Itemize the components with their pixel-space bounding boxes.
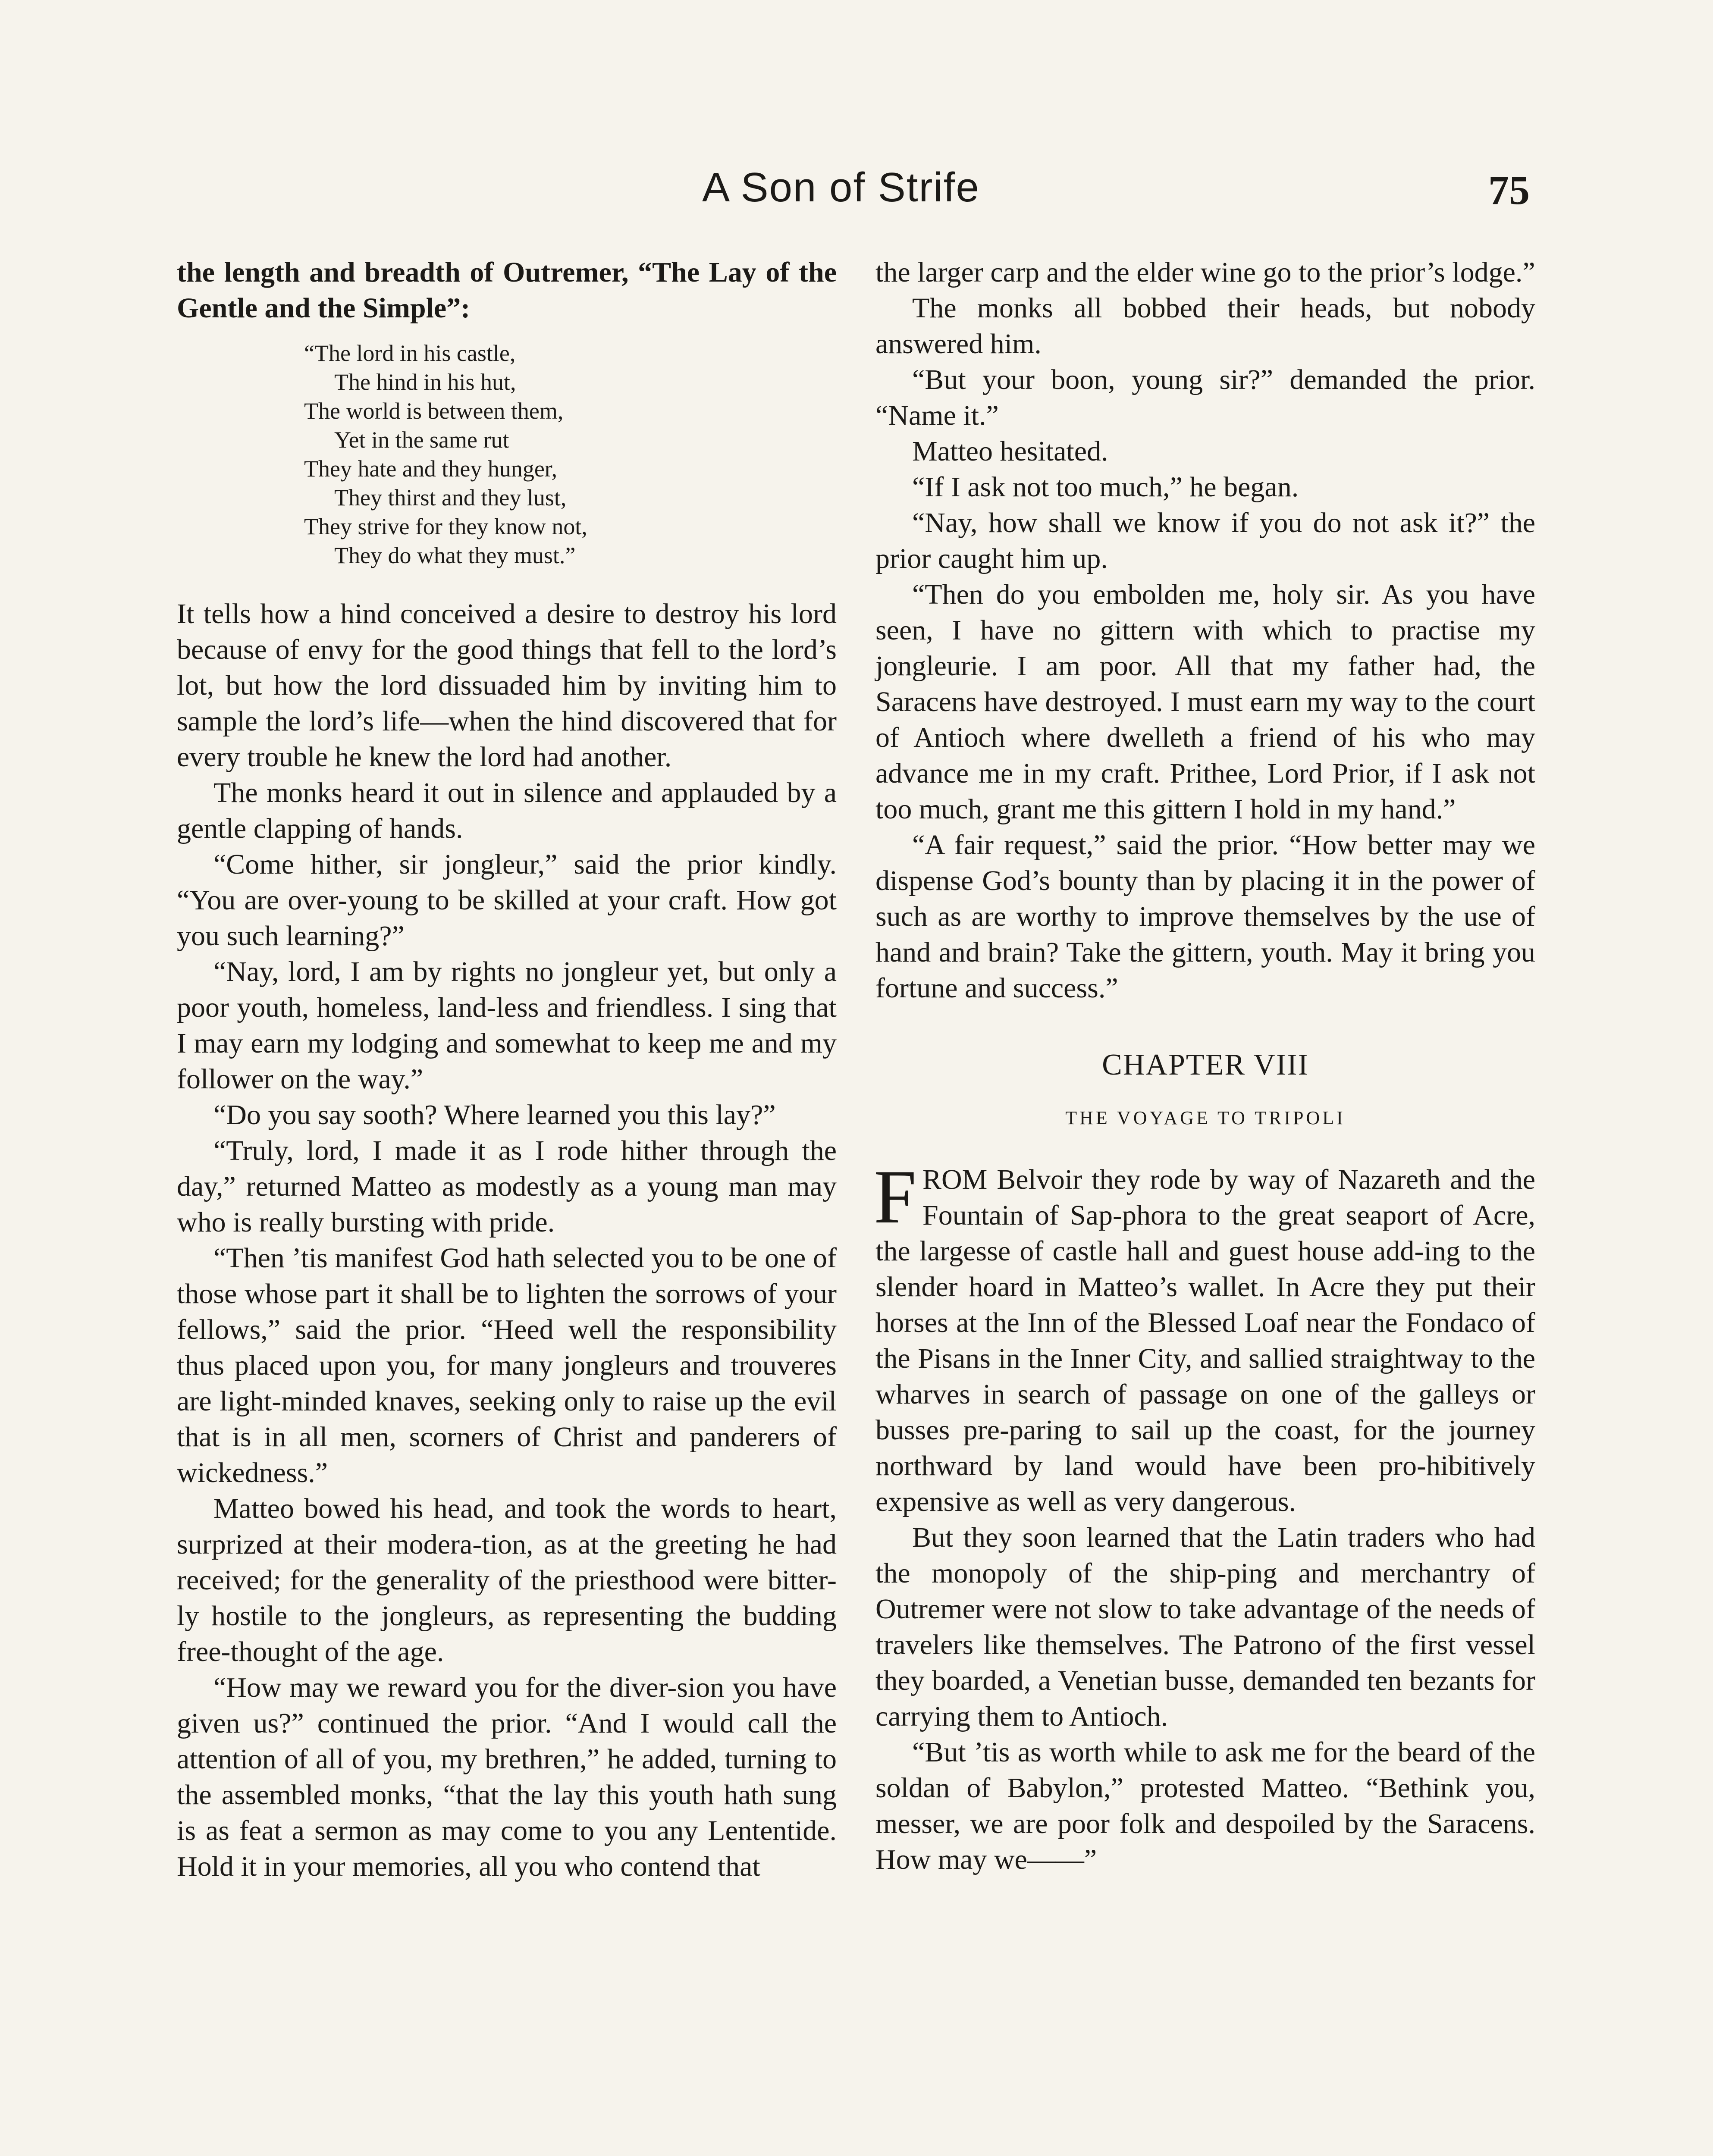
page-number: 75 [1488,167,1530,213]
paragraph: The monks all bobbed their heads, but nobody answered him. [875,292,1535,360]
running-title: A Son of Strife [702,164,980,210]
paragraph: But they soon learned that the Latin traders who had the monopoly of the ship-ping and merchantry of Outremer were not slow to take advantage of the needs of travelers like themselves. The Patrono of the first vessel they boarded, a Venetian busse, demanded ten bezants for carrying them to Antioch. [875,1522,1535,1732]
paragraph: Matteo bowed his head, and took the words to heart, surprized at their modera-tion, as at the greeting he had received; for the generality of the priesthood were bitter-ly hostile to the jongleurs, as representing the budding free-thought of the age. [177,1493,837,1667]
paragraph: “Then do you embolden me, holy sir. As you have seen, I have no gittern with which to practise my jongleurie. I am poor. All that my father had, the Saracens have destroyed. I must earn my way to the court of Antioch where dwelleth a friend of his who may advance me in my craft. Prithee, Lord Prior, if I ask not too much, grant me this gittern I hold in my hand.” [875,579,1535,825]
drop-cap: F [874,1154,916,1239]
paragraph: The monks heard it out in silence and applauded by a gentle clapping of hands. [177,777,837,844]
poem-line: Yet in the same rut [334,427,509,453]
right-column [875,254,1535,1877]
chapter-opening-paragraph [874,1154,1535,1520]
paragraph: “Then ’tis manifest God hath selected you to be one of those whose part it shall be to lighten the sorrows of your fellows,” said the prior. “Heed well the responsibility thus placed upon you, for many jongleurs and trouveres are light-minded knaves, seeking only to raise up the evil that is in all men, scorners of Christ and panderers of wickedness.” [177,1242,837,1489]
continuation-paragraph: the larger carp and the elder wine go to the prior’s lodge.” [875,257,1535,288]
paragraph: “Come hither, sir jongleur,” said the prior kindly. “You are over-young to be skilled at your craft. How got you such learning?” [177,849,837,952]
left-column [177,254,837,1884]
poem-line: “The lord in his castle, [304,340,516,366]
poem-line: They thirst and they lust, [334,485,567,511]
chapter-opening-text: ROM Belvoir they rode by way of Nazareth and the Fountain of Sap-phora to the great seaport of Acre, the largesse of castle hall and guest house add-ing to the slender hoard in Matteo’s wallet. In Acre they put their horses at the Inn of the Blessed Loaf near the Fondaco of the Pisans in the Inner City, and sallied straightway to the wharves in search of passage on one of the galleys or busses pre-paring to sail up the coast, for the journey northward by land would have been pro-hibitively expensive as well as very dangerous. [875,1164,1535,1517]
paragraph: “A fair request,” said the prior. “How better may we dispense God’s bounty than by placing it in the power of such as are worthy to improve themselves by the use of hand and brain? Take the gittern, youth. May it bring you fortune and success.” [875,829,1535,1004]
paragraph: “Nay, lord, I am by rights no jongleur yet, but only a poor youth, homeless, land-less and friendless. I sing that I may earn my lodging and somewhat to keep me and my follower on the way.” [177,956,837,1095]
paragraph: “If I ask not too much,” he began. [912,471,1299,503]
paragraph: “But your boon, young sir?” demanded the prior. “Name it.” [875,364,1535,431]
paragraph: “But ’tis as worth while to ask me for the beard of the soldan of Babylon,” protested Matteo. “Bethink you, messer, we are poor folk and despoiled by the Saracens. How may we——” [875,1736,1535,1875]
chapter-subtitle: THE VOYAGE TO TRIPOLI [1065,1107,1346,1128]
opening-paragraph: the length and breadth of Outremer, “The Lay of the Gentle and the Simple”: [177,257,837,324]
poem-line: The hind in his hut, [334,369,516,395]
paragraph: “Truly, lord, I made it as I rode hither through the day,” returned Matteo as modestly as a young man may who is really bursting with pride. [177,1135,837,1238]
poem-line: They hate and they hunger, [304,456,558,482]
paragraph: It tells how a hind conceived a desire to destroy his lord because of envy for the good things that fell to the lord’s lot, but how the lord dissuaded him by inviting him to sample the lord’s life—when the hind discovered that for every trouble he knew the lord had another. [177,598,837,773]
paragraph: “How may we reward you for the diver-sion you have given us?” continued the prior. “And I would call the attention of all of you, my brethren,” he added, turning to the assembled monks, “that the lay this youth hath sung is as feat a sermon as may come to you any Lententide. Hold it in your memories, all you who contend that [177,1672,837,1882]
poem-line: They do what they must.” [334,542,576,568]
poem-line: The world is between them, [304,398,564,424]
chapter-title: CHAPTER VIII [1102,1048,1309,1081]
poem-stanza [177,339,837,570]
paragraph: “Do you say sooth? Where learned you this lay?” [213,1099,776,1131]
paragraph: Matteo hesitated. [912,436,1108,467]
paragraph: “Nay, how shall we know if you do not ask it?” the prior caught him up. [875,507,1535,574]
poem-line: They strive for they know not, [304,514,587,539]
